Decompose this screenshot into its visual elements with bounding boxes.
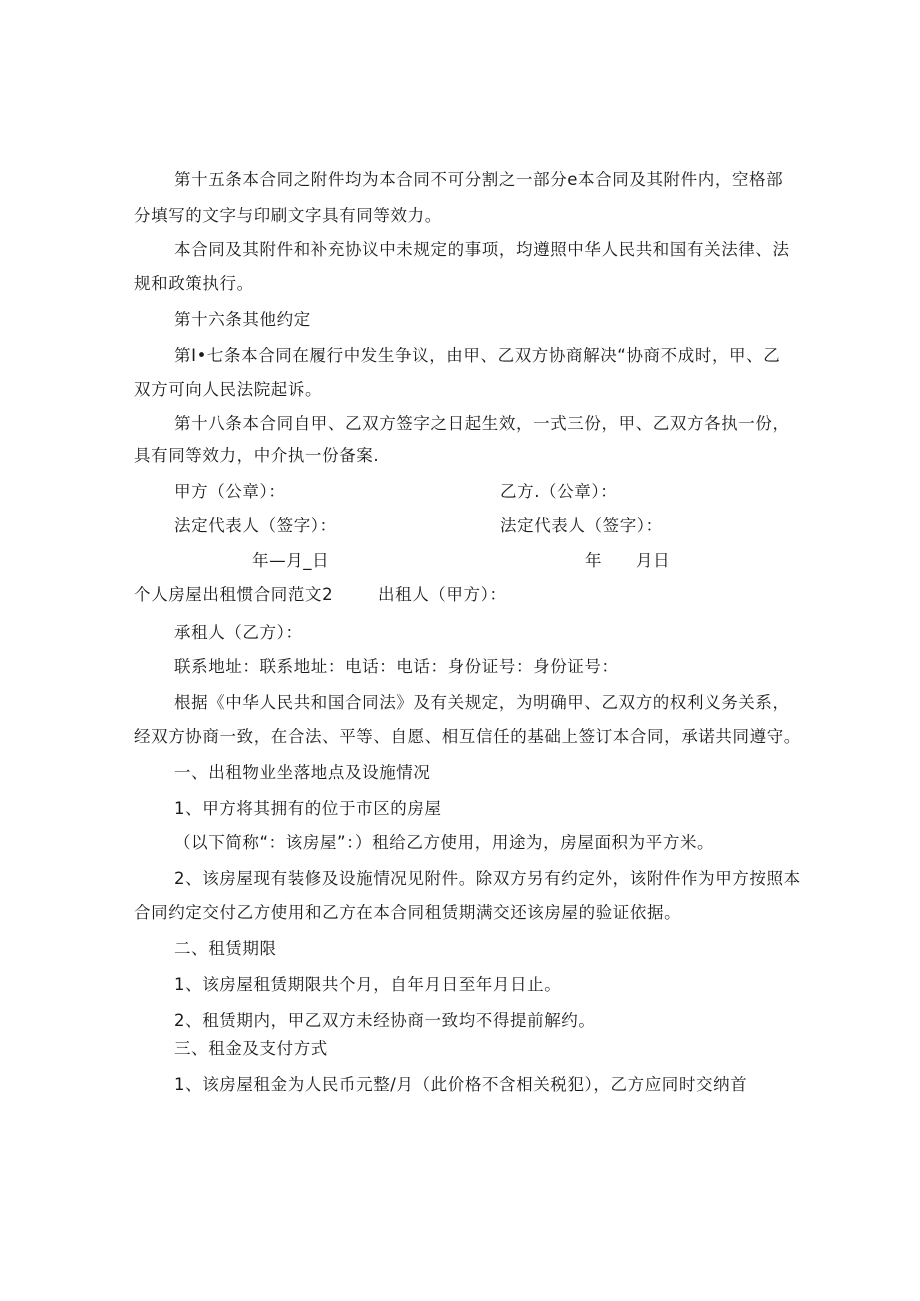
contract-2-title: 个人房屋出租惯合同范文2 [134,585,334,604]
section-3-item-1: 1、该房屋租金为人民币元整/月（此价格不含相关税犯），乙方应同时交纳首 [174,1075,748,1094]
article-17-line2: 双方可向人民法院起诉。 [134,380,323,399]
article-18-line1: 第十八条本合同自甲、乙双方签字之日起生效，一式三份，甲、乙双方各执一份， [174,414,790,433]
article-16-heading: 第十六条其他约定 [174,310,311,329]
section-1-heading: 一、出租物业坐落地点及设施情况 [174,763,431,782]
section-1-item-1-continued: （以下简称“：该房屋”：）租给乙方使用，用途为，房屋面积为平方米。 [174,833,715,852]
party-b-date-year: 年 [585,551,603,570]
intro-line2: 经双方协商一致，在合法、平等、自愿、相互信任的基础上签订本合同，承诺共同遵守。 [134,727,801,746]
section-3-heading: 三、租金及支付方式 [174,1039,328,1058]
party-a-rep-label: 法定代表人（签字）： [174,516,337,535]
party-a-seal-label: 甲方（公章）： [174,482,286,501]
section-1-item-2-line1: 2、该房屋现有装修及设施情况见附件。除双方另有约定外，该附件作为甲方按照本 [174,869,801,888]
party-b-date-monthday: 月日 [636,551,671,570]
contact-info-line: 联系地址：联系地址：电话：电话：身份证号：身份证号： [174,657,619,676]
supplement-line1: 本合同及其附件和补充协议中未规定的事项，均遵照中华人民共和国有关法律、法 [174,240,790,259]
article-15-line2: 分填写的文字与印刷文字具有同等效力。 [134,206,442,225]
party-b-seal-label: 乙方.（公章）： [500,482,618,501]
section-2-heading: 二、租赁期限 [174,939,277,958]
section-2-item-2: 2、租赁期内，甲乙双方未经协商一致均不得提前解约。 [174,1011,596,1030]
supplement-line2: 规和政策执行。 [134,274,254,293]
section-1-item-1: 1、甲方将其拥有的位于市区的房屋 [174,799,442,818]
party-a-date: 年—月_日 [252,551,330,570]
article-15-line1: 第十五条本合同之附件均为本合同不可分割之一部分e本合同及其附件内，空格部 [174,170,784,189]
lessor-label: 出租人（甲方）： [378,585,507,604]
intro-line1: 根据《中华人民共和国合同法》及有关规定，为明确甲、乙双方的权利义务关系， [174,693,790,712]
party-b-rep-label: 法定代表人（签字）： [500,516,663,535]
section-1-item-2-line2: 合同约定交付乙方使用和乙方在本合同租赁期满交还该房屋的验证依据。 [134,903,682,922]
lessee-label: 承租人（乙方）： [174,623,303,642]
section-2-item-1: 1、该房屋租赁期限共个月，自年月日至年月日止。 [174,975,562,994]
article-17-line1: 第I•七条本合同在履行中发生争议，由甲、乙双方协商解决“协商不成时，甲、乙 [174,346,781,365]
article-18-line2: 具有同等效力，中介执一份备案. [134,446,380,465]
